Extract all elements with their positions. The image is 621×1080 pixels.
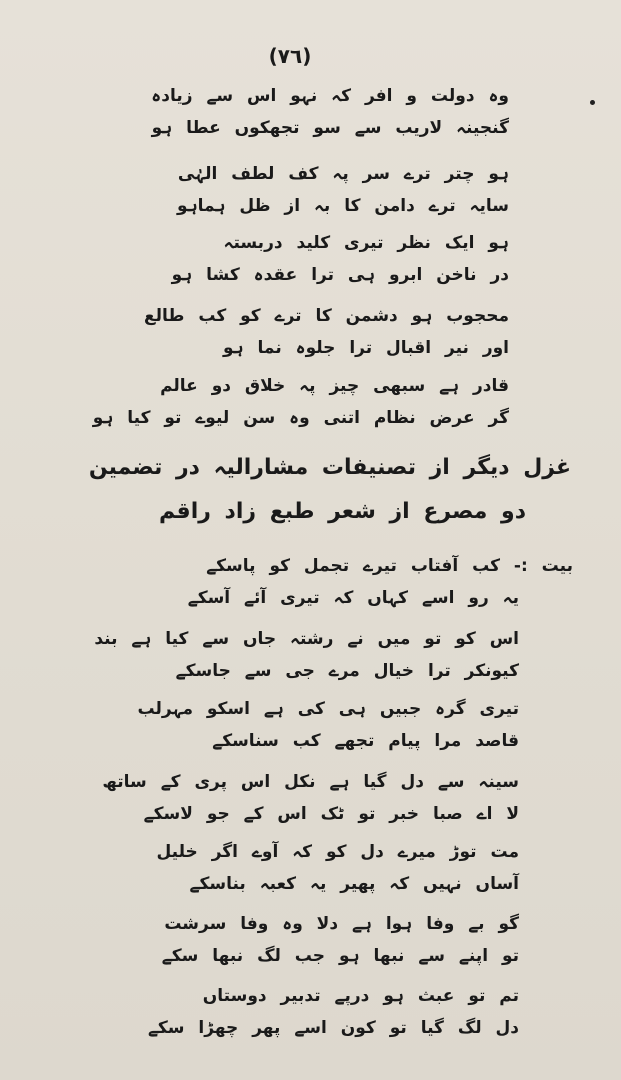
verse-line: تو اپنے سے نبھا ہو جب لگ نبھا سکے — [161, 946, 519, 966]
verse-line: آساں نہیں کہ پھیر یہ کعبہ بناسکے — [189, 874, 519, 894]
verse-line: گنجینہ لاریب سے سو تجھکوں عطا ہو — [151, 118, 509, 138]
verse-line: گو بے وفا ہوا ہے دلا وہ وفا سرشت — [164, 914, 519, 934]
verse-line: گر عرض نظام اتنی وہ سن لیوے تو کیا ہو — [92, 408, 509, 428]
verse-line: محجوب ہو دشمن کا ترے کو کب طالع — [144, 306, 509, 326]
verse-line: تم تو عبث ہو درپے تدبیر دوستاں — [202, 986, 519, 1006]
page-number: (۷٦) — [268, 44, 312, 68]
verse-line: ہو ایک نظر تیری کلید دربستہ — [223, 233, 509, 253]
verse-line: اور نیر اقبال ترا جلوہ نما ہو — [223, 338, 509, 358]
verse-line: قاصد مرا پیام تجھے کب سناسکے — [212, 731, 519, 751]
verse-line: مت توڑ میرے دل کو کہ آوے اگر خلیل — [156, 842, 519, 862]
verse-line: اس کو تو میں نے رشتہ جاں سے کیا ہے بند — [94, 629, 519, 649]
verse-line: لا اے صبا خبر تو ٹک اس کے جو لاسکے — [143, 804, 519, 824]
verse-line: سایہ ترے دامن کا بہ از ظل ہماہو — [177, 196, 509, 216]
verse-line: وہ دولت و افر کہ نہو اس سے زیادہ — [151, 86, 509, 106]
verse-line: بیت :- کب آفتاب تیرے تجمل کو پاسکے — [206, 556, 573, 576]
verse-line: دل لگ گیا تو کون اسے پھر چھڑا سکے — [147, 1018, 519, 1038]
verse-line: ہو چتر ترے سر پہ کف لطف الہٰی — [177, 164, 509, 184]
ghazal-heading-line-2: دو مصرع از شعر طبع زاد راقم — [159, 499, 526, 524]
verse-line: در ناخن ابرو ہی ترا عقدہ کشا ہو — [171, 265, 509, 285]
ghazal-heading-line-1: غزل دیگر از تصنیفات مشارالیہ در تضمین — [88, 455, 571, 480]
verse-line: کیونکر ترا خیال مرے جی سے جاسکے — [175, 661, 519, 681]
verse-line: تیری گرہ جبیں ہی کی ہے اسکو مہرلب — [137, 699, 519, 719]
ink-dot — [590, 100, 595, 105]
verse-line: قادر ہے سبھی چیز پہ خلاق دو عالم — [160, 376, 509, 396]
verse-line: سینہ سے دل گیا ہے نکل اس پری کے ساتھ — [102, 772, 519, 792]
verse-line: یہ رو اسے کہاں کہ تیری آئے آسکے — [187, 588, 519, 608]
